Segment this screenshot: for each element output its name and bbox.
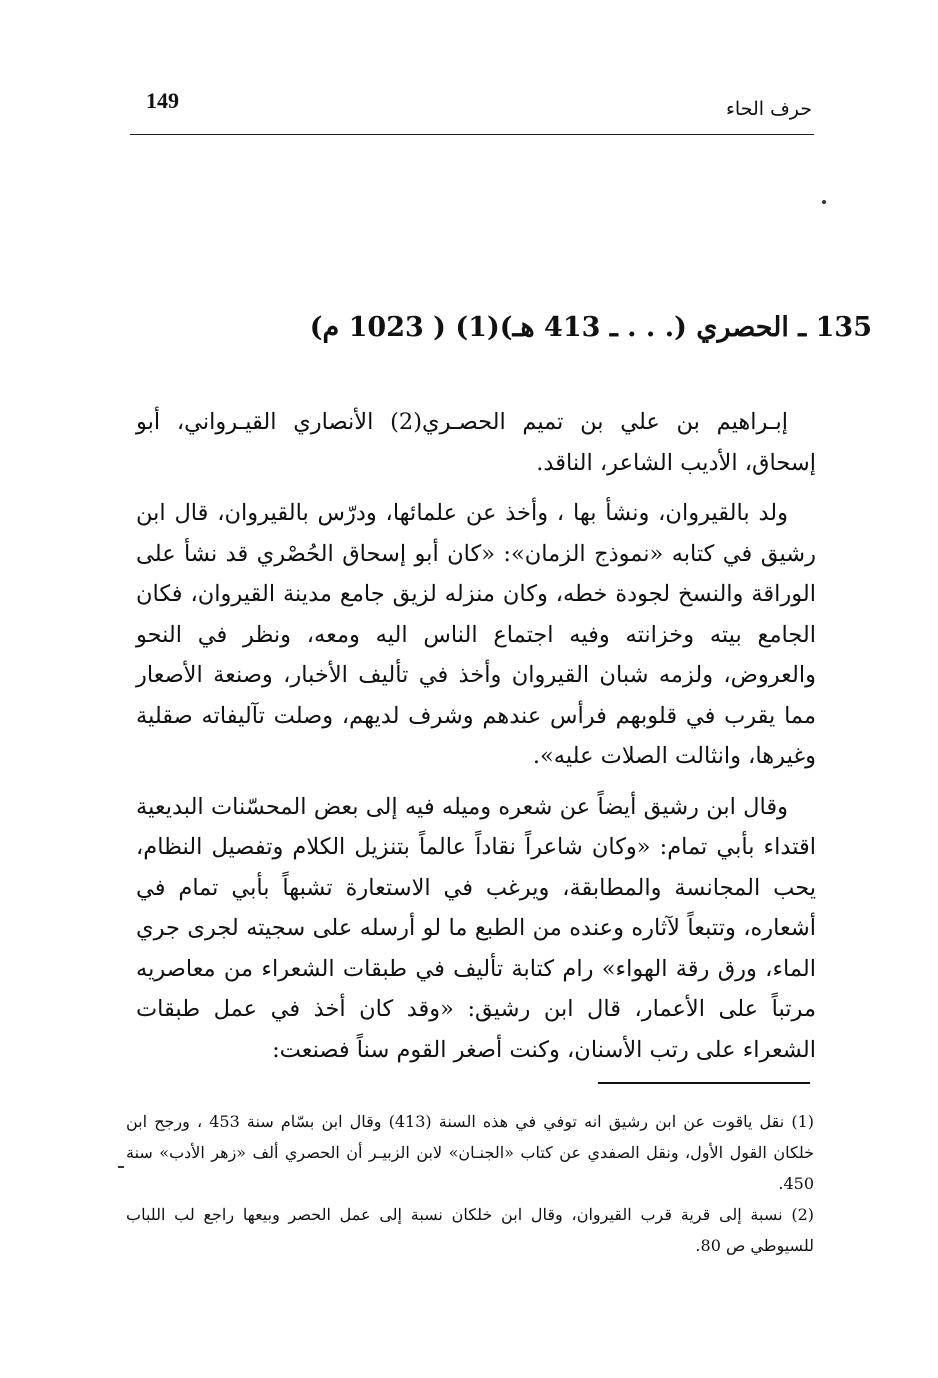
footnotes xyxy=(126,1106,814,1261)
footnote-divider xyxy=(598,1082,810,1084)
footnote-2: (2) نسبة إلى قرية قرب القيروان، وقال ابن خلكان نسبة إلى عمل الحصر وبيعها راجع لب اللباب للسيوطي ص 80. xyxy=(126,1205,814,1255)
footnote-1: (1) نقل ياقوت عن ابن رشيق انه توفي في هذه السنة (413) وقال ابن بسّام سنة 453 ، ورجح ابن خلكان القول الأول، ونقل الصفدي عن كتاب «الجنـان» لابن الزبيـر أن الحصري ألف «زهر الأدب» سنة 450. xyxy=(126,1112,815,1193)
running-header: حرف الحاء xyxy=(725,98,812,120)
paragraph-intro: إبـراهيم بن علي بن تميم الحصـري(2) الأنصاري القيـرواني، أبو إسحاق، الأديب الشاعر، الناقد. xyxy=(136,409,816,476)
entry-heading: 135 ـ الحصري (. . . ـ 413 هـ)(1) ( 1023 م) xyxy=(309,312,872,343)
print-speck-left xyxy=(118,1166,124,1168)
print-speck xyxy=(821,199,826,204)
paragraph-biography: ولد بالقيروان، ونشأ بها ، وأخذ عن علمائها، ودرّس بالقيروان، قال ابن رشيق في كتابه «نموذج الزمان»: «كان أبو إسحاق الحُصْري قد نشأ على الوراقة والنسخ لجودة خطه، وكان منزله لزيق جامع مدينة القيروان، فكان الجامع بيته وخزانته وفيه اجتماع الناس اليه ومعه، ونظر في النحو والعروض، ولزمه شبان القيروان وأخذ في تأليف الأخبار، وصنعة الأصعار مما يقرب في قلوبهم فرأس عندهم وشرف لديهم، وصلت تآليفاته صقلية وغيرها، وانثالت الصلات عليه». xyxy=(136,500,816,769)
paragraph-poetry: وقال ابن رشيق أيضاً عن شعره وميله فيه إلى بعض المحسّنات البديعية اقتداء بأبي تمام: «وكان شاعراً نقاداً عالماً بتنزيل الكلام وتفصيل النظام، يحب المجانسة والمطابقة، ويرغب في الاستعارة تشبهاً بأبي تمام في أشعاره، وتتبعاً لآثاره وعنده من الطبع ما لو أرسله على سجيته لجرى جري الماء، ورق رقة الهواء» رام كتابة تأليف في طبقات الشعراء من معاصريه مرتباً على الأعمار، قال ابن رشيق: «وقد كان أخذ في عمل طبقات الشعراء على رتب الأسنان، وكنت أصغر القوم سناً فصنعت: xyxy=(136,793,816,1063)
header-divider xyxy=(130,134,814,135)
entry-body xyxy=(136,402,816,1080)
page-number: 149 xyxy=(146,88,179,113)
